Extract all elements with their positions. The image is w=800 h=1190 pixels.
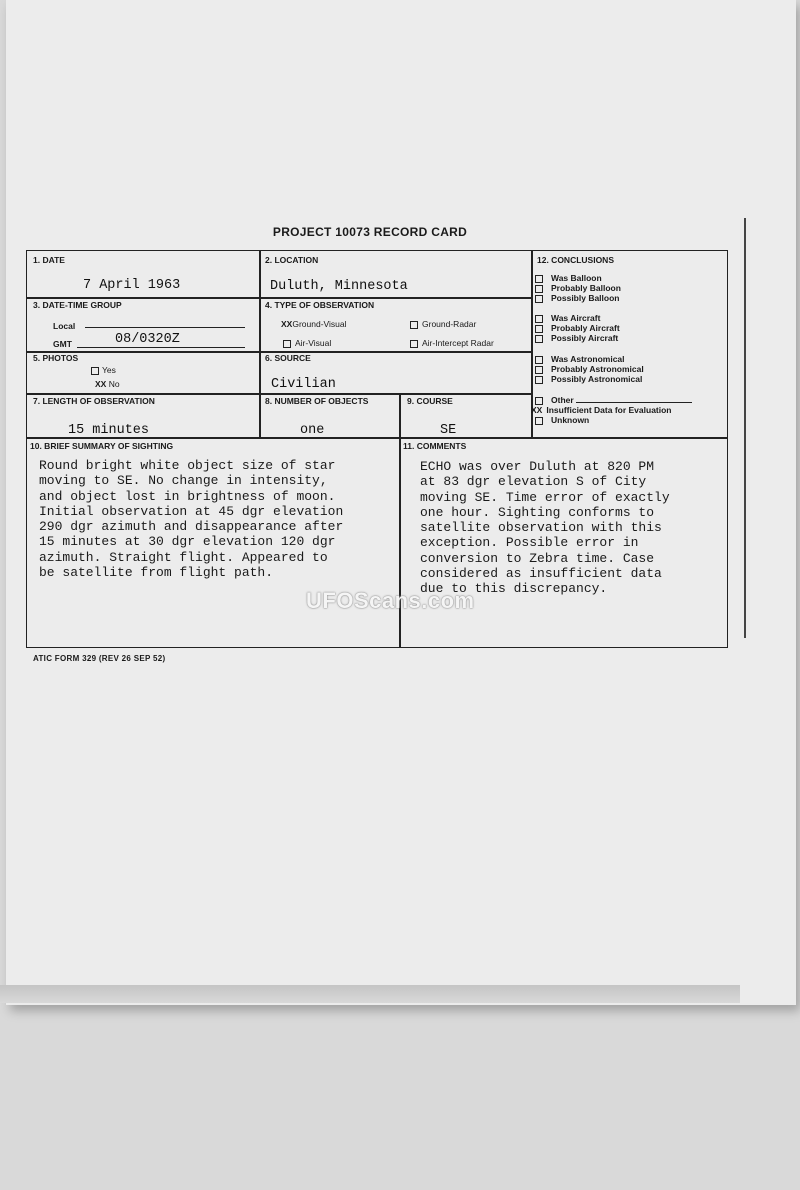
source-value: Civilian (271, 377, 336, 392)
course-label: 9. COURSE (407, 396, 453, 406)
type-air-intercept-option (410, 338, 494, 348)
conclusion-insufficient-data: Insufficient Data for Evaluation (546, 405, 672, 416)
conclusion-group-other (531, 395, 692, 426)
date-value: 7 April 1963 (83, 278, 181, 293)
conclusion-was-balloon: Was Balloon (551, 273, 602, 283)
type-ground-radar-label: Ground-Radar (422, 319, 477, 329)
check-mark: XX (531, 405, 543, 416)
gmt-value: 08/0320Z (115, 332, 180, 347)
comments-label: 11. COMMENTS (403, 441, 467, 451)
conclusion-option (535, 333, 620, 343)
type-air-intercept-label: Air-Intercept Radar (422, 338, 494, 348)
grid-line (27, 297, 531, 299)
check-mark: XX (95, 379, 107, 389)
type-label: 4. TYPE OF OBSERVATION (265, 300, 375, 310)
conclusion-probably-aircraft: Probably Aircraft (551, 323, 620, 334)
conclusion-was-aircraft: Was Aircraft (551, 313, 601, 323)
conclusion-other: Other (551, 395, 574, 405)
photos-yes-option (91, 365, 116, 375)
photos-no-label: No (108, 379, 120, 389)
checkbox-icon (91, 367, 99, 375)
conclusion-option (535, 273, 621, 283)
photos-label: 5. PHOTOS (33, 353, 79, 363)
checkbox-icon (535, 335, 543, 343)
conclusion-was-astronomical: Was Astronomical (551, 354, 625, 364)
checkbox-icon (535, 275, 543, 283)
checkbox-icon (535, 417, 543, 425)
conclusion-group-balloon (535, 273, 621, 304)
photos-no-option (95, 379, 120, 389)
gmt-label: GMT (53, 339, 72, 349)
checkbox-icon (283, 340, 291, 348)
summary-label: 10. BRIEF SUMMARY OF SIGHTING (30, 441, 174, 451)
objects-value: one (300, 423, 325, 438)
local-label: Local (53, 321, 76, 331)
length-value: 15 minutes (68, 423, 150, 438)
card-title: PROJECT 10073 RECORD CARD (272, 225, 468, 239)
course-value: SE (440, 423, 457, 438)
checkbox-icon (535, 397, 543, 405)
checkbox-icon (535, 295, 543, 303)
location-value: Duluth, Minnesota (270, 279, 408, 294)
checkbox-icon (535, 376, 543, 384)
checkbox-icon (535, 366, 543, 374)
checkbox-icon (535, 325, 543, 333)
conclusion-possibly-balloon: Possibly Balloon (551, 293, 620, 304)
type-ground-visual-option (281, 319, 347, 329)
checkbox-icon (410, 321, 418, 329)
checkbox-icon (535, 285, 543, 293)
type-air-visual-label: Air-Visual (295, 338, 332, 348)
conclusion-possibly-astronomical: Possibly Astronomical (551, 374, 643, 385)
grid-line (399, 393, 401, 437)
conclusion-option (535, 415, 692, 425)
type-air-visual-option (283, 338, 331, 348)
grid-line (259, 251, 261, 437)
conclusion-group-aircraft (535, 313, 620, 344)
checkbox-icon (410, 340, 418, 348)
conclusion-option (531, 405, 692, 416)
watermark: UFOScans.com (306, 588, 475, 613)
conclusion-option (535, 354, 644, 364)
conclusion-option (535, 293, 621, 303)
gmt-underline (77, 347, 245, 348)
type-ground-visual-label: Ground-Visual (292, 319, 347, 329)
conclusion-option (535, 313, 620, 323)
checkbox-icon (535, 315, 543, 323)
photos-yes-label: Yes (102, 365, 116, 375)
grid-line (27, 393, 531, 395)
conclusion-group-astronomical (535, 354, 644, 385)
conclusion-option (535, 395, 692, 405)
date-label: 1. DATE (33, 255, 65, 265)
conclusion-possibly-aircraft: Possibly Aircraft (551, 333, 619, 344)
conclusion-option (535, 323, 620, 333)
sheet-shadow (0, 985, 740, 1003)
objects-label: 8. NUMBER OF OBJECTS (265, 396, 369, 406)
grid-line (399, 437, 401, 647)
other-underline (576, 402, 692, 403)
check-mark: XX (281, 319, 293, 329)
length-label: 7. LENGTH OF OBSERVATION (33, 396, 155, 406)
form-id: ATIC FORM 329 (REV 26 SEP 52) (33, 654, 166, 663)
dtg-label: 3. DATE-TIME GROUP (33, 300, 122, 310)
conclusion-option (535, 364, 644, 374)
type-ground-radar-option (410, 319, 476, 329)
conclusions-label: 12. CONCLUSIONS (537, 255, 614, 265)
summary-text: Round bright white object size of star moving to SE. No change in intensity, and object lost in brightness of moon. Initial observation at 45 dgr elevation 290 dgr azimuth and disappearance after 15 minutes at 30 dgr elevation 120 dgr azimuth. Straight flight. Appeared to be satellite from flight path. (39, 458, 344, 581)
conclusion-option (535, 374, 644, 384)
card-edge (744, 218, 746, 638)
conclusion-unknown: Unknown (551, 415, 590, 426)
source-label: 6. SOURCE (265, 353, 311, 363)
conclusion-probably-astronomical: Probably Astronomical (551, 364, 644, 375)
location-label: 2. LOCATION (265, 255, 319, 265)
local-underline (85, 327, 245, 328)
conclusion-probably-balloon: Probably Balloon (551, 283, 621, 294)
checkbox-icon (535, 356, 543, 364)
conclusion-option (535, 283, 621, 293)
comments-text: ECHO was over Duluth at 820 PM at 83 dgr elevation S of City moving SE. Time error of exactly one hour. Sighting conforms to satellite observation with this exception. Possible error in conversion to Zebra time. Case considered as insufficient data due to this discrepancy. (420, 459, 670, 597)
